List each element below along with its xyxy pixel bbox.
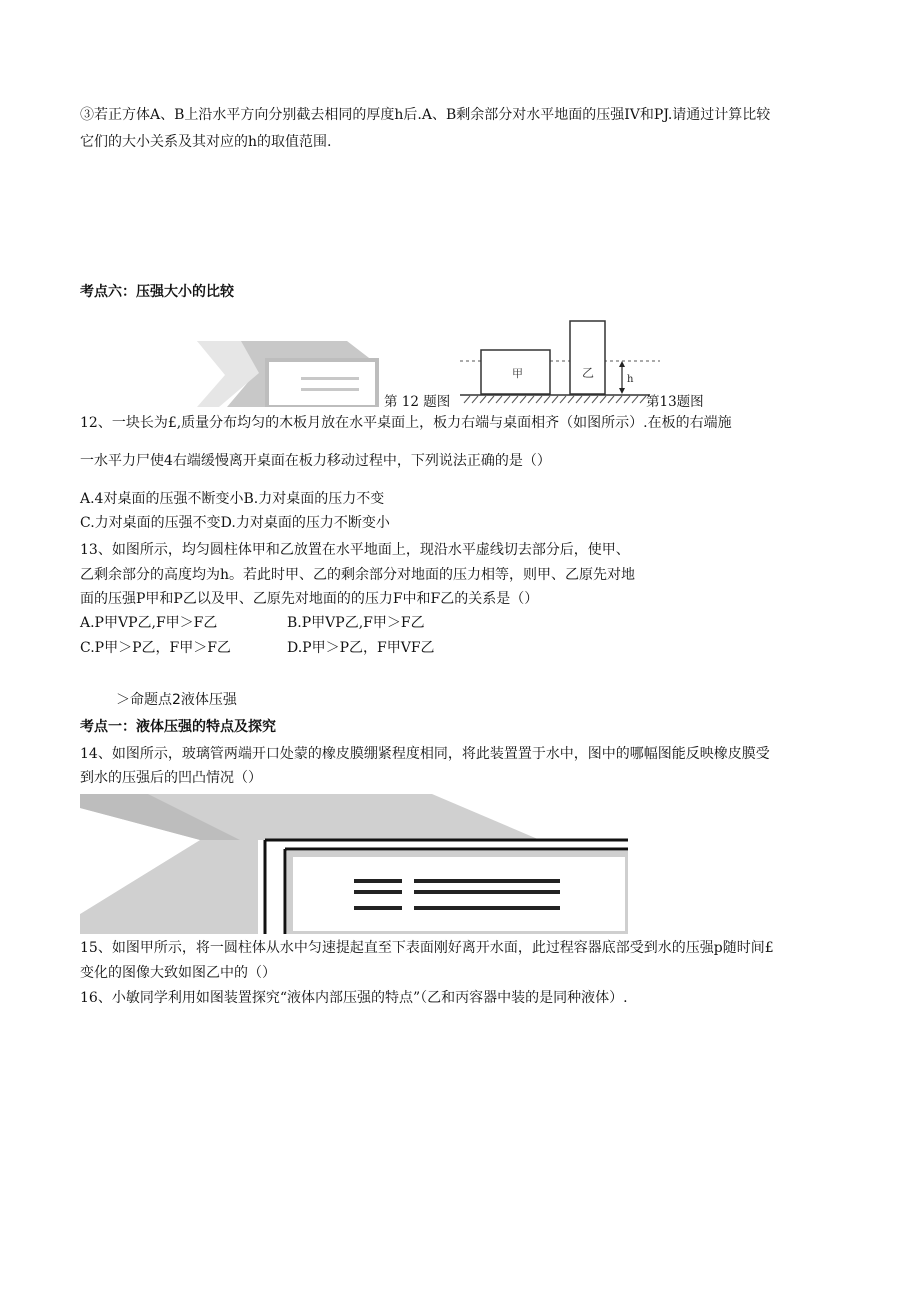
- subtopic-heading: ＞命题点2液体压强: [116, 692, 237, 708]
- q14-line-2: 到水的压强后的凹凸情况（）: [80, 770, 262, 786]
- label-jia: 甲: [512, 367, 523, 380]
- q12-line-2: 一水平力尸使4右端缓慢离开桌面在板力移动过程中，下列说法正确的是（）: [80, 453, 551, 469]
- q12-options-cd: C.力对桌面的压强不变D.力对桌面的压力不断变小: [80, 515, 390, 531]
- figure-14-image: [80, 794, 628, 934]
- q13-option-a: A.P甲VP乙,F甲＞F乙: [80, 615, 218, 631]
- q13-option-d: D.P甲＞P乙，F甲VF乙: [287, 640, 435, 656]
- q16-line-1: 16、小敏同学利用如图装置探究“液体内部压强的特点”（乙和丙容器中装的是同种液体）.: [80, 990, 628, 1006]
- q13-line-3: 面的压强P甲和P乙以及甲、乙原先对地面的的压力F中和F乙的关系是（）: [80, 591, 539, 607]
- section-heading-6: 考点六：压强大小的比较: [80, 284, 234, 300]
- q15-line-1: 15、如图甲所示，将一圆柱体从水中匀速提起直至下表面刚好离开水面，此过程容器底部受到水的压强p随时间£: [80, 940, 774, 956]
- q12-options-ab: A.4对桌面的压强不断变小B.力对桌面的压力不变: [80, 491, 385, 507]
- q13-line-2: 乙剩余部分的高度均为h。若此时甲、乙的剩余部分对地面的压力相等，则甲、乙原先对地: [80, 567, 636, 583]
- q11-line-2: 它们的大小关系及其对应的h的取值范围.: [80, 134, 332, 150]
- q13-line-1: 13、如图所示，均匀圆柱体甲和乙放置在水平地面上，现沿水平虚线切去部分后，使甲、: [80, 542, 630, 558]
- q11-line-1: ③若正方体A、B上沿水平方向分别截去相同的厚度h后.A、B剩余部分对水平地面的压强IV和PJ.请通过计算比较: [80, 107, 771, 123]
- figure-13-caption: 第13题图: [646, 394, 704, 410]
- label-h: h: [627, 374, 634, 385]
- label-yi: 乙: [582, 366, 595, 380]
- figure-12-image: [197, 333, 387, 407]
- cylinder-yi: [570, 321, 605, 394]
- q13-option-c: C.P甲＞P乙，F甲＞F乙: [80, 640, 231, 656]
- q12-line-1: 12、一块长为£,质量分布均匀的木板月放在水平桌面上，板力右端与桌面相齐（如图所示）.在板的右端施: [80, 415, 732, 431]
- q15-line-2: 变化的图像大致如图乙中的（）: [80, 965, 276, 981]
- q13-option-b: B.P甲VP乙,F甲＞F乙: [287, 615, 425, 631]
- q14-line-1: 14、如图所示，玻璃管两端开口处蒙的橡皮膜绷紧程度相同，将此装置置于水中，图中的哪幅图能反映橡皮膜受: [80, 746, 770, 762]
- section-heading-1: 考点一：液体压强的特点及探究: [80, 719, 276, 735]
- figure-12-caption: 第 12 题图: [384, 394, 451, 410]
- figure-13-diagram: [460, 317, 660, 409]
